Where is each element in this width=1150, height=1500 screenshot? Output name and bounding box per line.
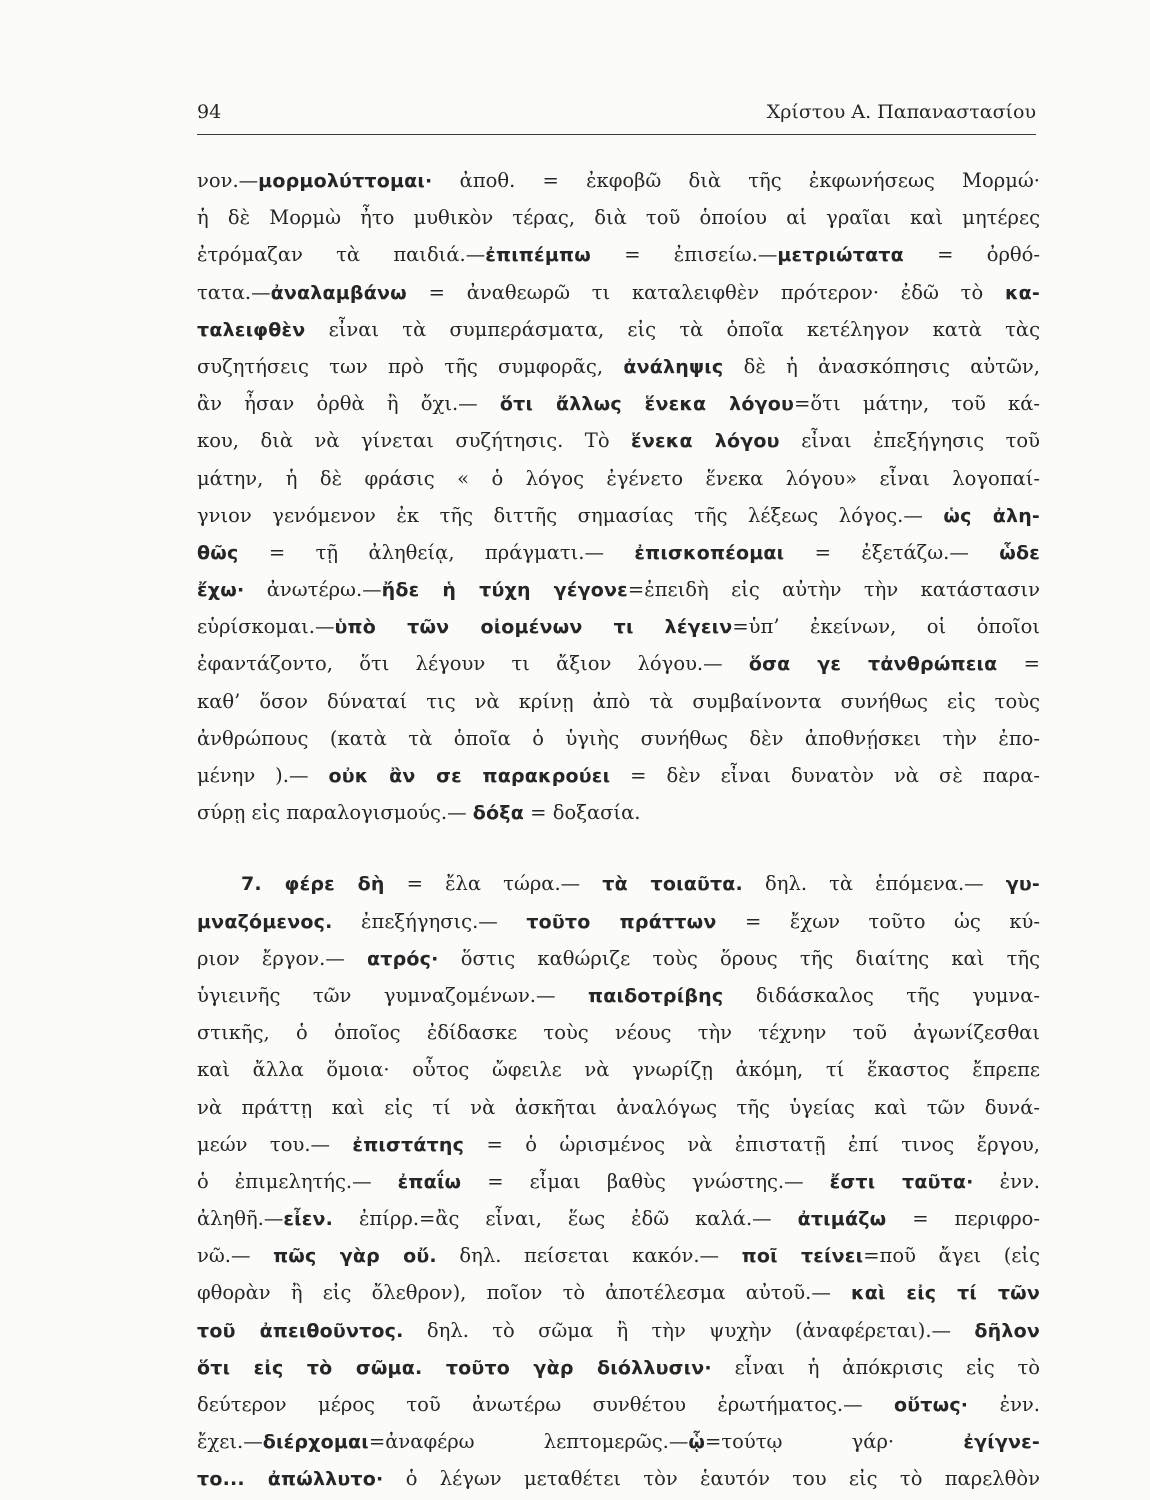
lemma: θῶς xyxy=(197,541,239,564)
text-line: το... ἀπώλλυτο· ὁ λέγων μεταθέτει τὸν ἑαυτόν του εἰς τὸ παρελθὸν xyxy=(197,1467,1040,1491)
text-line: μναζόμενος. ἐπεξήγησις.— τοῦτο πράττων = ἔχων τοῦτο ὡς κύ- xyxy=(197,909,1040,933)
text-line: ἀληθῆ.—εἶεν. ἐπίρρ.=ἂς εἶναι, ἕως ἐδῶ καλά.— ἀτιμάζω = περιφρο- xyxy=(197,1207,1040,1231)
text-line: μένην ).— οὐκ ἂν σε παρακρούει = δὲν εἶναι δυνατὸν νὰ σὲ παρα- xyxy=(197,764,1040,787)
lemma: ἀναλαμβάνω xyxy=(270,281,407,304)
lemma: ἐπαΐω xyxy=(397,1170,462,1193)
text-line: ἐτρόμαζαν τὰ παιδιά.—ἐπιπέμπω = ἐπισείω.—μετριώτατα = ὀρθό- xyxy=(197,243,1040,267)
text-line: ριον ἔργον.— ατρός· ὅστις καθώριζε τοὺς ὅρους τῆς διαίτης καὶ τῆς xyxy=(197,946,1040,970)
lemma: ατρός· xyxy=(367,947,439,970)
text-line: δεύτερον μέρος τοῦ ἀνωτέρω συνθέτου ἐρωτήματος.— οὕτως· ἐνν. xyxy=(197,1393,1040,1416)
text-line: ὑγιεινῆς τῶν γυμναζομένων.— παιδοτρίβης διδάσκαλος τῆς γυμνα- xyxy=(197,983,1040,1007)
lemma: ἐγίγνε- xyxy=(963,1431,1040,1454)
lemma: 7. φέρε δὴ xyxy=(241,873,385,896)
lemma: το... ἀπώλλυτο· xyxy=(197,1468,384,1491)
lemma: ἔστι ταῦτα· xyxy=(829,1170,974,1193)
text-line: εὑρίσκομαι.—ὑπὸ τῶν οἰομένων τι λέγειν=ὑπ’ ἐκείνων, οἱ ὁποῖοι xyxy=(197,615,1040,639)
lemma: μναζόμενος. xyxy=(197,910,333,933)
lemma: ποῖ τείνει xyxy=(741,1245,864,1268)
lemma: εἶεν. xyxy=(283,1208,334,1231)
text-line: ταλειφθὲν εἶναι τὰ συμπεράσματα, εἰς τὰ ὁποῖα κετέληγον κατὰ τὰς xyxy=(197,317,1040,341)
running-head: Χρίστου Α. Παπαναστασίου xyxy=(766,101,1036,123)
text-line: ἀνθρώπους (κατὰ τὰ ὁποῖα ὁ ὑγιὴς συνήθως δὲν ἀποθνῄσκει τὴν ἐπο- xyxy=(197,726,1040,750)
lemma: ὧδε xyxy=(999,541,1040,564)
text-line: θῶς = τῇ ἀληθείᾳ, πράγματι.— ἐπισκοπέομαι = ἐξετάζω.— ὧδε xyxy=(197,540,1040,564)
lemma: κα- xyxy=(1004,281,1040,304)
text-line: ὁ ἐπιμελητής.— ἐπαΐω = εἶμαι βαθὺς γνώστης.— ἔστι ταῦτα· ἐνν. xyxy=(197,1169,1040,1193)
text-line: ἡ δὲ Μορμὼ ἦτο μυθικὸν τέρας, διὰ τοῦ ὁποίου αἱ γραῖαι καὶ μητέρες xyxy=(197,206,1040,230)
lemma: μετριώτατα xyxy=(777,244,904,267)
text-line: γνιον γενόμενον ἐκ τῆς διττῆς σημασίας τῆς λέξεως λόγος.— ὡς ἀλη- xyxy=(197,503,1040,527)
text-line: μεών του.— ἐπιστάτης = ὁ ὡρισμένος νὰ ἐπιστατῇ ἐπί τινος ἔργου, xyxy=(197,1132,1040,1156)
lemma: διέρχομαι xyxy=(262,1431,369,1454)
text-line: συζητήσεις των πρὸ τῆς συμφορᾶς, ἀνάληψις δὲ ἡ ἀνασκόπησις αὐτῶν, xyxy=(197,354,1040,378)
lemma: ὡς ἀλη- xyxy=(943,504,1040,527)
lemma: γυ- xyxy=(1005,873,1040,896)
text-line: ἂν ἦσαν ὀρθὰ ἢ ὄχι.— ὅτι ἄλλως ἕνεκα λόγου=ὅτι μάτην, τοῦ κά- xyxy=(197,392,1040,416)
text-line: τοῦ ἀπειθοῦντος. δηλ. τὸ σῶμα ἢ τὴν ψυχὴν (ἀναφέρεται).— δῆλον xyxy=(197,1318,1040,1342)
text-line: νον.—μορμολύττομαι· ἀποθ. = ἐκφοβῶ διὰ τῆς ἐκφωνήσεως Μορμώ· xyxy=(197,169,1040,192)
lemma: ταλειφθὲν xyxy=(197,318,306,341)
lemma: ἀτιμάζω xyxy=(797,1208,887,1231)
lemma: δῆλον xyxy=(974,1319,1040,1342)
section-7-start: 7. φέρε δὴ = ἔλα τώρα.— τὰ τοιαῦτα. δηλ. τὰ ἑπόμενα.— γυ- xyxy=(241,872,1040,896)
commentary-text xyxy=(197,162,1040,1498)
text-line: κου, διὰ νὰ γίνεται συζήτησις. Τὸ ἕνεκα λόγου εἶναι ἐπεξήγησις τοῦ xyxy=(197,429,1040,453)
lemma: τὰ τοιαῦτα. xyxy=(602,873,743,896)
lemma: ἤδε ἡ τύχη γέγονε xyxy=(381,579,628,602)
text-line: νῶ.— πῶς γὰρ οὔ. δηλ. πείσεται κακόν.— ποῖ τείνει=ποῦ ἄγει (εἰς xyxy=(197,1244,1040,1268)
lemma: οὐκ ἂν σε παρακρούει xyxy=(328,765,611,787)
lemma: ἐπιστάτης xyxy=(352,1133,465,1156)
lemma: δόξα xyxy=(472,802,524,825)
text-line: ὅτι εἰς τὸ σῶμα. τοῦτο γὰρ διόλλυσιν· εἶναι ἡ ἀπόκρισις εἰς τὸ xyxy=(197,1355,1040,1379)
lemma: ᾧ xyxy=(688,1431,706,1454)
lemma: ἐπιπέμπω xyxy=(485,244,591,267)
text-line: ἔχει.—διέρχομαι=ἀναφέρω λεπτομερῶς.—ᾧ=τούτῳ γάρ· ἐγίγνε- xyxy=(197,1430,1040,1454)
text-line: στικῆς, ὁ ὁποῖος ἐδίδασκε τοὺς νέους τὴν τέχνην τοῦ ἀγωνίζεσθαι xyxy=(197,1021,1040,1045)
text-line: νὰ πράττῃ καὶ εἰς τί νὰ ἀσκῆται ἀναλόγως τῆς ὑγείας καὶ τῶν δυνά- xyxy=(197,1095,1040,1119)
text-line: ἐφαντάζοντο, ὅτι λέγουν τι ἄξιον λόγου.— ὅσα γε τἀνθρώπεια = xyxy=(197,652,1040,676)
lemma: μορμολύττομαι· xyxy=(258,170,433,192)
lemma: ἕνεκα λόγου xyxy=(631,430,780,453)
lemma: ὅτι ἄλλως ἕνεκα λόγου xyxy=(499,393,795,416)
text-line: καθ’ ὅσον δύναταί τις νὰ κρίνῃ ἀπὸ τὰ συμβαίνοντα συνήθως εἰς τοὺς xyxy=(197,689,1040,713)
text-line: καὶ ἄλλα ὅμοια· οὗτος ὤφειλε νὰ γνωρίζῃ ἀκόμη, τί ἕκαστος ἔπρεπε xyxy=(197,1058,1040,1082)
text-line: ἔχω· ἀνωτέρω.—ἤδε ἡ τύχη γέγονε=ἐπειδὴ εἰς αὐτὴν τὴν κατάστασιν xyxy=(197,578,1040,602)
lemma: οὕτως· xyxy=(894,1394,969,1416)
text-line: μάτην, ἡ δὲ φράσις « ὁ λόγος ἐγένετο ἕνεκα λόγου» εἶναι λογοπαί- xyxy=(197,466,1040,490)
lemma: ἀνάληψις xyxy=(623,355,724,378)
lemma: πῶς γὰρ οὔ. xyxy=(273,1245,437,1268)
lemma: τοῦ ἀπειθοῦντος. xyxy=(197,1319,404,1342)
header-rule xyxy=(197,134,1036,135)
lemma: τοῦτο πράττων xyxy=(526,910,717,933)
text-line: σύρῃ εἰς παραλογισμούς.— δόξα = δοξασία. xyxy=(197,801,641,825)
lemma: ἔχω· xyxy=(197,579,245,602)
text-line: τατα.—ἀναλαμβάνω = ἀναθεωρῶ τι καταλειφθὲν πρότερον· ἐδῶ τὸ κα- xyxy=(197,280,1040,304)
lemma: ὑπὸ τῶν οἰομένων τι λέγειν xyxy=(334,616,733,639)
page-header xyxy=(197,97,1036,137)
lemma: καὶ εἰς τί τῶν xyxy=(851,1282,1040,1305)
lemma: ἐπισκοπέομαι xyxy=(634,541,785,564)
lemma: ὅσα γε τἀνθρώπεια xyxy=(748,653,998,676)
lemma: ὅτι εἰς τὸ σῶμα. τοῦτο γὰρ διόλλυσιν· xyxy=(197,1356,712,1379)
page-number: 94 xyxy=(197,101,222,123)
text-line: φθορὰν ἢ εἰς ὄλεθρον), ποῖον τὸ ἀποτέλεσμα αὐτοῦ.— καὶ εἰς τί τῶν xyxy=(197,1281,1040,1305)
paragraph-gap xyxy=(197,831,1040,865)
lemma: παιδοτρίβης xyxy=(588,984,724,1007)
